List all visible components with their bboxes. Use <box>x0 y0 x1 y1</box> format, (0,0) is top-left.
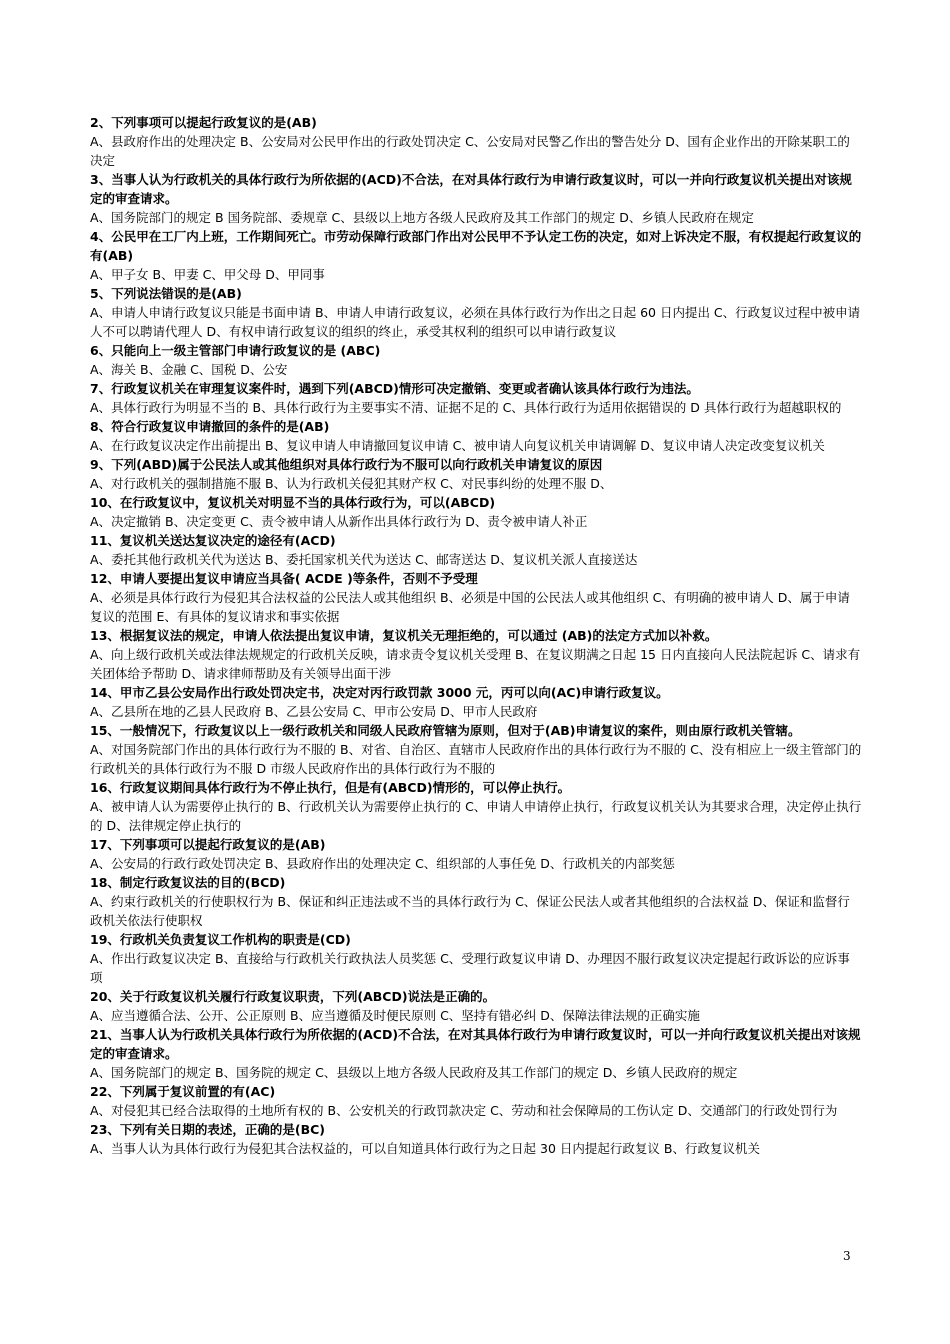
answer-options: A、对行政机关的强制措施不服 B、认为行政机关侵犯其财产权 C、对民事纠纷的处理不服 D、 <box>90 476 613 491</box>
answer-options: A、在行政复议决定作出前提出 B、复议申请人申请撤回复议申请 C、被申请人向复议机关申请调解 D、复议申请人决定改变复议机关 <box>90 438 825 453</box>
question: 16、行政复议期间具体行政行为不停止执行，但是有(ABCD)情形的，可以停止执行。 <box>90 780 571 795</box>
question: 11、复议机关送达复议决定的途径有(ACD) <box>90 533 336 548</box>
answer-options: A、必须是具体行政行为侵犯其合法权益的公民法人或其他组织 B、必须是中国的公民法人或其他组织 C、有明确的被申请人 D、属于申请复议的范围 E、有具体的复议请求和事实依据 <box>90 590 850 624</box>
question: 6、只能向上一级主管部门申请行政复议的是 (ABC) <box>90 343 381 358</box>
question: 7、行政复议机关在审理复议案件时，遇到下列(ABCD)情形可决定撤销、变更或者确认该具体行政行为违法。 <box>90 381 699 396</box>
question: 19、行政机关负责复议工作机构的职责是(CD) <box>90 932 351 947</box>
page-number: 3 <box>843 1249 851 1263</box>
answer-options: A、国务院部门的规定 B、国务院的规定 C、县级以上地方各级人民政府及其工作部门的规定 D、乡镇人民政府的规定 <box>90 1065 738 1080</box>
answer-options: A、甲子女 B、甲妻 C、甲父母 D、甲同事 <box>90 267 325 282</box>
answer-options: A、委托其他行政机关代为送达 B、委托国家机关代为送达 C、邮寄送达 D、复议机关派人直接送达 <box>90 552 638 567</box>
question: 9、下列(ABD)属于公民法人或其他组织对具体行政行为不服可以向行政机关申请复议的原因 <box>90 457 603 472</box>
question: 23、下列有关日期的表述，正确的是(BC) <box>90 1122 326 1137</box>
question: 20、关于行政复议机关履行行政复议职责，下列(ABCD)说法是正确的。 <box>90 989 496 1004</box>
answer-options: A、向上级行政机关或法律法规规定的行政机关反映，请求责令复议机关受理 B、在复议期满之日起 15 日内直接向人民法院起诉 C、请求有关团体给予帮助 D、请求律师帮助及有关领导出面干涉 <box>90 647 861 681</box>
answer-options: A、决定撤销 B、决定变更 C、责令被申请人从新作出具体行政行为 D、责令被申请人补正 <box>90 514 588 529</box>
answer-options: A、被申请人认为需要停止执行的 B、行政机关认为需要停止执行的 C、申请人申请停止执行，行政复议机关认为其要求合理，决定停止执行的 D、法律规定停止执行的 <box>90 799 862 833</box>
answer-options: A、申请人申请行政复议只能是书面申请 B、申请人申请行政复议，必须在具体行政行为作出之日起 60 日内提出 C、行政复议过程中被申请人不可以聘请代理人 D、有权申请行政复议的组织的终止，承受其权利的组织可以申请行政复议 <box>90 305 861 339</box>
answer-options: A、当事人认为具体行政行为侵犯其合法权益的，可以自知道具体行政行为之日起 30 日内提起行政复议 B、行政复议机关 <box>90 1141 760 1156</box>
answer-options: A、作出行政复议决定 B、直接给与行政机关行政执法人员奖惩 C、受理行政复议申请 D、办理因不服行政复议决定提起行政诉讼的应诉事项 <box>90 951 850 985</box>
question: 3、当事人认为行政机关的具体行政行为所依据的(ACD)不合法，在对具体行政行为申请行政复议时，可以一并向行政复议机关提出对该规定的审查请求。 <box>90 172 852 206</box>
question: 14、甲市乙县公安局作出行政处罚决定书，决定对丙行政罚款 3000 元，丙可以向(AC)申请行政复议。 <box>90 685 669 700</box>
document-body <box>90 113 862 1158</box>
question: 8、符合行政复议申请撤回的条件的是(AB) <box>90 419 330 434</box>
question: 21、当事人认为行政机关具体行政行为所依据的(ACD)不合法，在对其具体行政行为申请行政复议时，可以一并向行政复议机关提出对该规定的审查请求。 <box>90 1027 861 1061</box>
answer-options: A、县政府作出的处理决定 B、公安局对公民甲作出的行政处罚决定 C、公安局对民警乙作出的警告处分 D、国有企业作出的开除某职工的决定 <box>90 134 850 168</box>
question: 15、一般情况下，行政复议以上一级行政机关和同级人民政府管辖为原则，但对于(AB)申请复议的案件，则由原行政机关管辖。 <box>90 723 801 738</box>
answer-options: A、对侵犯其已经合法取得的土地所有权的 B、公安机关的行政罚款决定 C、劳动和社会保障局的工伤认定 D、交通部门的行政处罚行为 <box>90 1103 838 1118</box>
answer-options: A、对国务院部门作出的具体行政行为不服的 B、对省、自治区、直辖市人民政府作出的具体行政行为不服的 C、没有相应上一级主管部门的行政机关的具体行政行为不服 D 市级人民政府作出的具体行政行为不服的 <box>90 742 862 776</box>
answer-options: A、乙县所在地的乙县人民政府 B、乙县公安局 C、甲市公安局 D、甲市人民政府 <box>90 704 538 719</box>
question: 18、制定行政复议法的目的(BCD) <box>90 875 286 890</box>
question: 13、根据复议法的规定，申请人依法提出复议申请，复议机关无理拒绝的，可以通过 (AB)的法定方式加以补救。 <box>90 628 718 643</box>
question: 10、在行政复议中，复议机关对明显不当的具体行政行为，可以(ABCD) <box>90 495 496 510</box>
answer-options: A、国务院部门的规定 B 国务院部、委规章 C、县级以上地方各级人民政府及其工作部门的规定 D、乡镇人民政府在规定 <box>90 210 754 225</box>
answer-options: A、约束行政机关的行使职权行为 B、保证和纠正违法或不当的具体行政行为 C、保证公民法人或者其他组织的合法权益 D、保证和监督行政机关依法行使职权 <box>90 894 850 928</box>
question: 17、下列事项可以提起行政复议的是(AB) <box>90 837 326 852</box>
question: 12、申请人要提出复议申请应当具备( ACDE )等条件，否则不予受理 <box>90 571 478 586</box>
question: 4、公民甲在工厂内上班，工作期间死亡。市劳动保障行政部门作出对公民甲不予认定工伤的决定，如对上诉决定不服，有权提起行政复议的有(AB) <box>90 229 862 263</box>
question: 2、下列事项可以提起行政复议的是(AB) <box>90 115 317 130</box>
answer-options: A、应当遵循合法、公开、公正原则 B、应当遵循及时便民原则 C、坚持有错必纠 D、保障法律法规的正确实施 <box>90 1008 700 1023</box>
question: 22、下列属于复议前置的有(AC) <box>90 1084 276 1099</box>
answer-options: A、海关 B、金融 C、国税 D、公安 <box>90 362 288 377</box>
question: 5、下列说法错误的是(AB) <box>90 286 242 301</box>
answer-options: A、公安局的行政行政处罚决定 B、县政府作出的处理决定 C、组织部的人事任免 D、行政机关的内部奖惩 <box>90 856 675 871</box>
answer-options: A、具体行政行为明显不当的 B、具体行政行为主要事实不清、证据不足的 C、具体行政行为适用依据错误的 D 具体行政行为超越职权的 <box>90 400 842 415</box>
